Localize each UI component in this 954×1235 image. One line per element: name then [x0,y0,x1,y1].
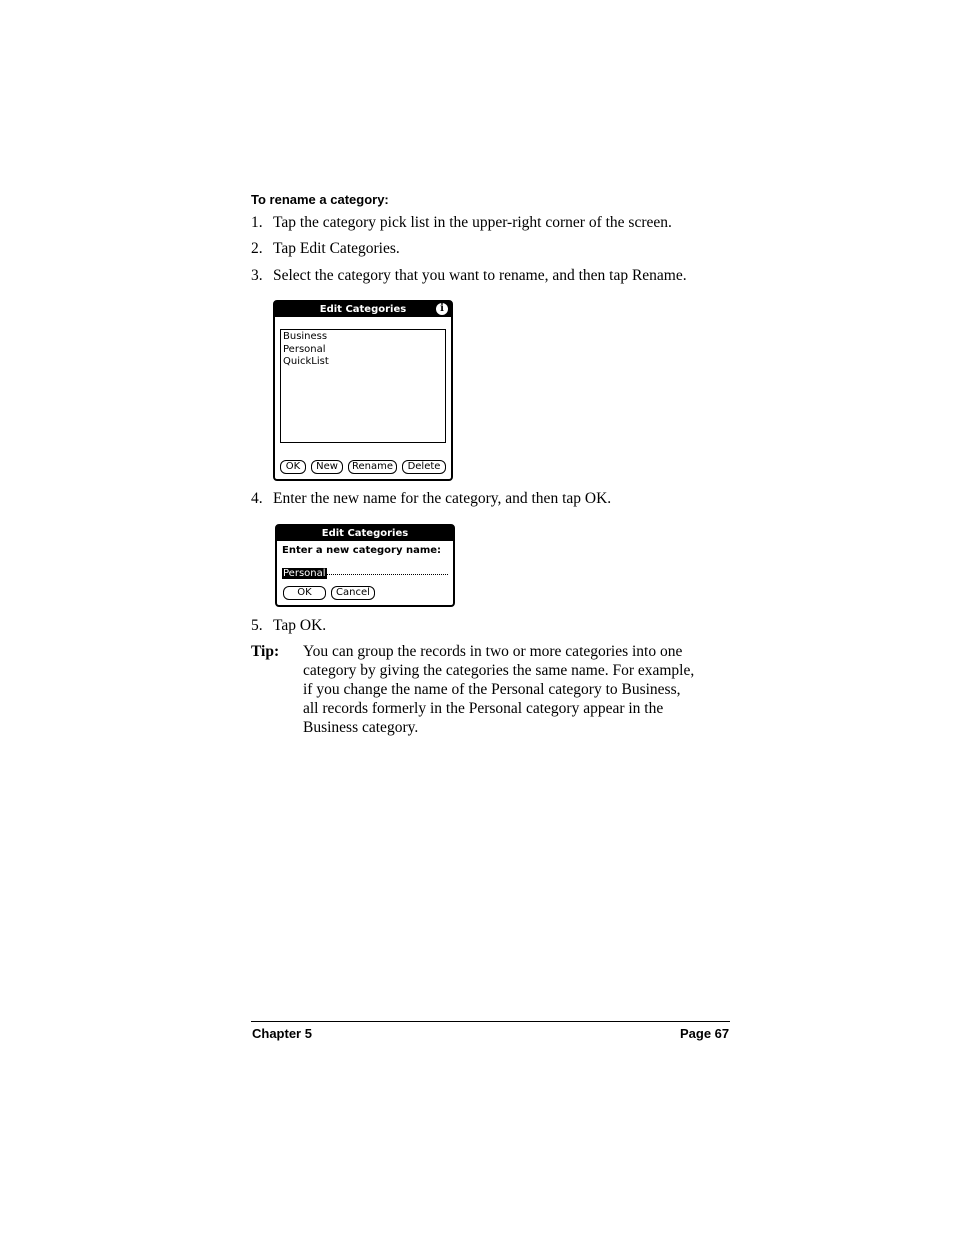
tip-text [303,642,694,737]
ok-button: OK [280,460,306,474]
category-name-prompt: Enter a new category name: [282,545,442,556]
footer-divider [251,1021,730,1022]
tip-line: category by giving the categories the same name. For example, [303,662,695,679]
step-3 [251,266,687,285]
category-name-value: Personal [283,568,326,579]
tip-line: Business category. [303,719,419,736]
step-number: 3. [251,267,263,284]
tip-label: Tip: [251,643,280,660]
step-text: Tap Edit Categories. [273,240,400,257]
dialog-title-bar [277,526,453,541]
delete-button: Delete [402,460,446,474]
rename-button: Rename [348,460,397,474]
list-item: Personal [283,343,326,355]
step-text: Select the category that you want to rename, and then tap Rename. [273,267,687,284]
cancel-button: Cancel [331,586,375,600]
dialog-title: Edit Categories [319,304,407,315]
rename-category-dialog-screenshot [275,524,455,607]
category-list [280,329,446,443]
step-number: 5. [251,617,263,634]
new-button: New [311,460,343,474]
step-number: 1. [251,214,263,231]
section-heading: To rename a category: [251,192,389,207]
info-icon: i [436,303,448,315]
dialog-title-bar [275,302,451,317]
footer-page-number: Page 67 [680,1026,730,1041]
step-5 [251,616,327,635]
dialog-title: Edit Categories [321,528,409,539]
tip-line: if you change the name of the Personal category to Business, [303,681,681,698]
step-text: Tap the category pick list in the upper-right corner of the screen. [273,214,672,231]
category-name-field [282,561,448,579]
tip-line: all records formerly in the Personal category appear in the [303,700,664,717]
list-item: Business [283,331,328,342]
step-number: 4. [251,490,263,507]
step-text: Enter the new name for the category, and then tap OK. [273,490,612,507]
step-2 [251,239,400,258]
step-4 [251,489,612,508]
footer-chapter: Chapter 5 [252,1026,312,1041]
step-text: Tap OK. [273,617,327,634]
edit-categories-dialog-screenshot [273,300,453,481]
tip-line: You can group the records in two or more categories into one [303,643,683,660]
step-number: 2. [251,240,263,257]
list-item: QuickList [283,356,329,367]
step-1 [251,213,672,232]
ok-button: OK [283,586,326,600]
